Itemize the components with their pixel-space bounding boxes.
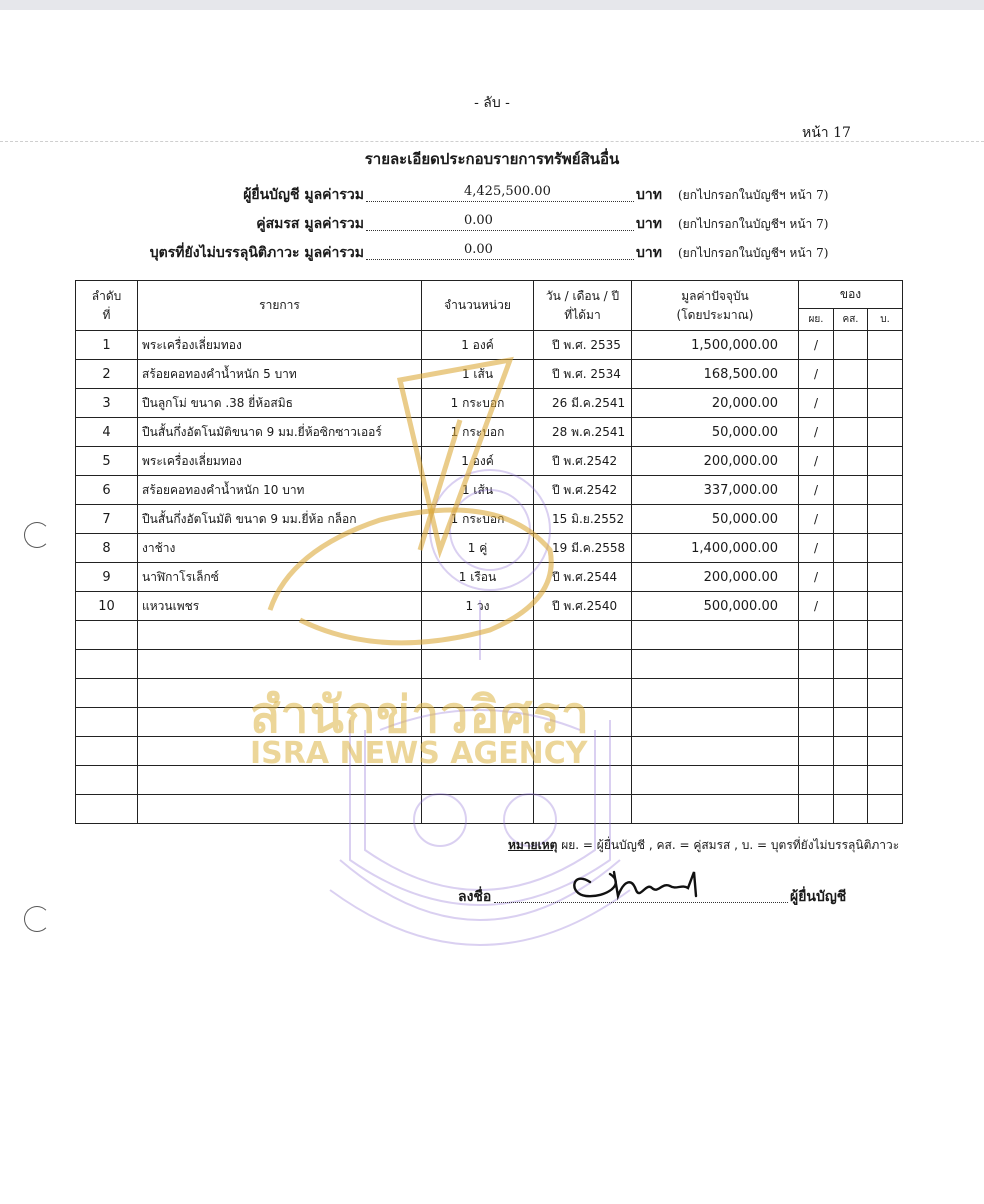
blank-cell <box>632 795 799 824</box>
summary-unit: บาท <box>636 216 662 232</box>
header-owner: ของ <box>799 281 903 309</box>
row-owner-declarant: / <box>799 563 834 592</box>
header-date-line2: ที่ได้มา <box>564 307 601 322</box>
row-number: 7 <box>76 505 138 534</box>
header-owner-spouse: คส. <box>834 309 868 331</box>
summary-row-declarant <box>0 184 984 206</box>
table-row-blank <box>76 737 903 766</box>
row-number: 6 <box>76 476 138 505</box>
row-quantity: 1 วง <box>422 592 534 621</box>
row-value: 200,000.00 <box>632 447 799 476</box>
row-number: 5 <box>76 447 138 476</box>
row-quantity: 1 กระบอก <box>422 389 534 418</box>
signature-label: ลงชื่อ <box>458 889 492 905</box>
table-row <box>76 476 903 505</box>
blank-cell <box>834 708 868 737</box>
header-value-line1: มูลค่าปัจจุบัน <box>681 288 749 303</box>
header-date-line1: วัน / เดือน / ปี <box>545 288 620 303</box>
row-owner-child <box>868 360 903 389</box>
blank-cell <box>138 650 422 679</box>
blank-cell <box>534 737 632 766</box>
summary-unit: บาท <box>636 187 662 203</box>
row-owner-child <box>868 476 903 505</box>
table-row <box>76 563 903 592</box>
blank-cell <box>632 621 799 650</box>
handwritten-signature <box>566 860 716 908</box>
blank-cell <box>422 621 534 650</box>
row-date: 26 มี.ค.2541 <box>534 389 632 418</box>
blank-cell <box>138 737 422 766</box>
row-owner-child <box>868 505 903 534</box>
blank-cell <box>799 621 834 650</box>
summary-value: 4,425,500.00 <box>464 184 551 199</box>
row-owner-spouse <box>834 418 868 447</box>
summary-value: 0.00 <box>464 213 493 228</box>
summary-note: (ยกไปกรอกในบัญชีฯ หน้า 7) <box>678 188 829 202</box>
table-row <box>76 360 903 389</box>
blank-cell <box>834 737 868 766</box>
row-item: ปืนสั้นกึ่งอัตโนมัติขนาด 9 มม.ยี่ห้อซิกซาวเออร์ <box>138 418 422 447</box>
row-owner-child <box>868 331 903 360</box>
table-row-blank <box>76 679 903 708</box>
row-quantity: 1 เรือน <box>422 563 534 592</box>
table-row <box>76 447 903 476</box>
row-number: 2 <box>76 360 138 389</box>
row-item: สร้อยคอทองคำน้ำหนัก 10 บาท <box>138 476 422 505</box>
blank-cell <box>632 679 799 708</box>
blank-cell <box>76 679 138 708</box>
blank-cell <box>534 650 632 679</box>
row-owner-declarant: / <box>799 447 834 476</box>
table-row-blank <box>76 650 903 679</box>
blank-cell <box>138 795 422 824</box>
row-date: ปี พ.ศ.2542 <box>534 476 632 505</box>
row-owner-declarant: / <box>799 360 834 389</box>
table-row <box>76 534 903 563</box>
row-quantity: 1 องค์ <box>422 447 534 476</box>
row-date: ปี พ.ศ.2544 <box>534 563 632 592</box>
row-date: ปี พ.ศ. 2535 <box>534 331 632 360</box>
table-row <box>76 389 903 418</box>
row-quantity: 1 องค์ <box>422 331 534 360</box>
summary-note: (ยกไปกรอกในบัญชีฯ หน้า 7) <box>678 217 829 231</box>
punch-hole <box>24 522 50 548</box>
row-value: 1,500,000.00 <box>632 331 799 360</box>
header-owner-child: บ. <box>868 309 903 331</box>
header-value-line2: (โดยประมาณ) <box>676 307 754 322</box>
table-row-blank <box>76 795 903 824</box>
blank-cell <box>76 737 138 766</box>
summary-unit: บาท <box>636 245 662 261</box>
row-item: แหวนเพชร <box>138 592 422 621</box>
blank-cell <box>534 766 632 795</box>
row-quantity: 1 คู่ <box>422 534 534 563</box>
row-owner-declarant: / <box>799 476 834 505</box>
blank-cell <box>834 766 868 795</box>
blank-cell <box>799 679 834 708</box>
table-row-blank <box>76 766 903 795</box>
summary-row-spouse <box>0 213 984 235</box>
row-owner-spouse <box>834 447 868 476</box>
blank-cell <box>76 650 138 679</box>
blank-cell <box>76 795 138 824</box>
row-owner-declarant: / <box>799 389 834 418</box>
blank-cell <box>422 795 534 824</box>
blank-cell <box>834 621 868 650</box>
row-value: 50,000.00 <box>632 505 799 534</box>
row-owner-child <box>868 447 903 476</box>
assets-table <box>75 280 903 824</box>
blank-cell <box>138 766 422 795</box>
row-owner-child <box>868 563 903 592</box>
row-value: 168,500.00 <box>632 360 799 389</box>
blank-cell <box>422 766 534 795</box>
row-number: 8 <box>76 534 138 563</box>
row-value: 337,000.00 <box>632 476 799 505</box>
summary-row-children <box>0 242 984 264</box>
row-owner-declarant: / <box>799 534 834 563</box>
dotted-line <box>366 242 634 260</box>
table-row-blank <box>76 621 903 650</box>
row-date: 15 มิ.ย.2552 <box>534 505 632 534</box>
blank-cell <box>534 708 632 737</box>
blank-cell <box>834 650 868 679</box>
row-owner-declarant: / <box>799 331 834 360</box>
header-no-line2: ที่ <box>102 307 111 322</box>
blank-cell <box>868 795 903 824</box>
blank-cell <box>799 708 834 737</box>
blank-cell <box>632 708 799 737</box>
row-owner-child <box>868 389 903 418</box>
row-owner-spouse <box>834 389 868 418</box>
summary-label: คู่สมรส มูลค่ารวม <box>256 216 364 232</box>
row-owner-declarant: / <box>799 592 834 621</box>
table-row <box>76 331 903 360</box>
blank-cell <box>632 650 799 679</box>
row-quantity: 1 เส้น <box>422 476 534 505</box>
blank-cell <box>868 766 903 795</box>
row-quantity: 1 กระบอก <box>422 418 534 447</box>
row-owner-spouse <box>834 331 868 360</box>
header-date <box>534 281 632 331</box>
row-number: 4 <box>76 418 138 447</box>
row-item: งาช้าง <box>138 534 422 563</box>
row-item: นาฬิกาโรเล็กซ์ <box>138 563 422 592</box>
remark-text: ผย. = ผู้ยื่นบัญชี , คส. = คู่สมรส , บ. = บุตรที่ยังไม่บรรลุนิติภาวะ <box>557 838 900 852</box>
blank-cell <box>138 679 422 708</box>
row-owner-child <box>868 592 903 621</box>
blank-cell <box>799 737 834 766</box>
blank-cell <box>422 679 534 708</box>
blank-cell <box>534 679 632 708</box>
watermark-thai-text: สำนักข่าวอิศรา <box>250 686 591 744</box>
row-item: ปืนสั้นกึ่งอัตโนมัติ ขนาด 9 มม.ยี่ห้อ กล็อก <box>138 505 422 534</box>
row-value: 500,000.00 <box>632 592 799 621</box>
remark <box>508 836 899 855</box>
row-item: พระเครื่องเลี่ยมทอง <box>138 447 422 476</box>
table-row <box>76 418 903 447</box>
blank-cell <box>138 621 422 650</box>
blank-cell <box>534 621 632 650</box>
blank-cell <box>799 766 834 795</box>
summary-label: ผู้ยื่นบัญชี มูลค่ารวม <box>243 187 364 203</box>
header-value <box>632 281 799 331</box>
blank-cell <box>76 708 138 737</box>
classification-label: - ลับ - <box>474 95 510 111</box>
signer-role: ผู้ยื่นบัญชี <box>790 889 847 905</box>
blank-cell <box>138 708 422 737</box>
row-date: ปี พ.ศ. 2534 <box>534 360 632 389</box>
header-no-line1: ลำดับ <box>91 288 122 303</box>
dotted-line <box>366 213 634 231</box>
summary-note: (ยกไปกรอกในบัญชีฯ หน้า 7) <box>678 246 829 260</box>
table-row <box>76 592 903 621</box>
row-owner-spouse <box>834 592 868 621</box>
header-no <box>76 281 138 331</box>
row-value: 50,000.00 <box>632 418 799 447</box>
blank-cell <box>76 621 138 650</box>
blank-cell <box>834 679 868 708</box>
blank-cell <box>534 795 632 824</box>
row-number: 3 <box>76 389 138 418</box>
page-number: หน้า 17 <box>802 125 851 141</box>
row-item: ปืนลูกโม่ ขนาด .38 ยี่ห้อสมิธ <box>138 389 422 418</box>
row-value: 20,000.00 <box>632 389 799 418</box>
blank-cell <box>868 737 903 766</box>
page-title: รายละเอียดประกอบรายการทรัพย์สินอื่น <box>364 150 620 168</box>
blank-cell <box>422 708 534 737</box>
row-date: ปี พ.ศ.2540 <box>534 592 632 621</box>
row-date: 28 พ.ค.2541 <box>534 418 632 447</box>
row-owner-declarant: / <box>799 418 834 447</box>
row-item: สร้อยคอทองคำน้ำหนัก 5 บาท <box>138 360 422 389</box>
row-quantity: 1 กระบอก <box>422 505 534 534</box>
summary-label: บุตรที่ยังไม่บรรลุนิติภาวะ มูลค่ารวม <box>149 245 364 261</box>
blank-cell <box>632 766 799 795</box>
blank-cell <box>868 708 903 737</box>
row-number: 9 <box>76 563 138 592</box>
blank-cell <box>422 737 534 766</box>
row-number: 10 <box>76 592 138 621</box>
row-owner-child <box>868 534 903 563</box>
divider <box>0 141 984 142</box>
table-row <box>76 505 903 534</box>
row-date: 19 มี.ค.2558 <box>534 534 632 563</box>
row-owner-declarant: / <box>799 505 834 534</box>
row-owner-spouse <box>834 563 868 592</box>
blank-cell <box>76 766 138 795</box>
blank-cell <box>422 650 534 679</box>
blank-cell <box>632 737 799 766</box>
top-edge-bar <box>0 0 984 10</box>
row-quantity: 1 เส้น <box>422 360 534 389</box>
blank-cell <box>868 679 903 708</box>
row-owner-spouse <box>834 505 868 534</box>
header-item: รายการ <box>138 281 422 331</box>
blank-cell <box>868 650 903 679</box>
row-item: พระเครื่องเลี่ยมทอง <box>138 331 422 360</box>
summary-value: 0.00 <box>464 242 493 257</box>
blank-cell <box>834 795 868 824</box>
row-owner-spouse <box>834 476 868 505</box>
punch-hole <box>24 906 50 932</box>
row-value: 200,000.00 <box>632 563 799 592</box>
row-value: 1,400,000.00 <box>632 534 799 563</box>
row-number: 1 <box>76 331 138 360</box>
blank-cell <box>799 650 834 679</box>
watermark-english-text: ISRA NEWS AGENCY <box>250 736 588 771</box>
row-owner-spouse <box>834 534 868 563</box>
table-row-blank <box>76 708 903 737</box>
header-qty: จำนวนหน่วย <box>422 281 534 331</box>
blank-cell <box>868 621 903 650</box>
header-owner-declarant: ผย. <box>799 309 834 331</box>
row-owner-child <box>868 418 903 447</box>
remark-label: หมายเหตุ <box>508 838 558 852</box>
blank-cell <box>799 795 834 824</box>
row-owner-spouse <box>834 360 868 389</box>
row-date: ปี พ.ศ.2542 <box>534 447 632 476</box>
